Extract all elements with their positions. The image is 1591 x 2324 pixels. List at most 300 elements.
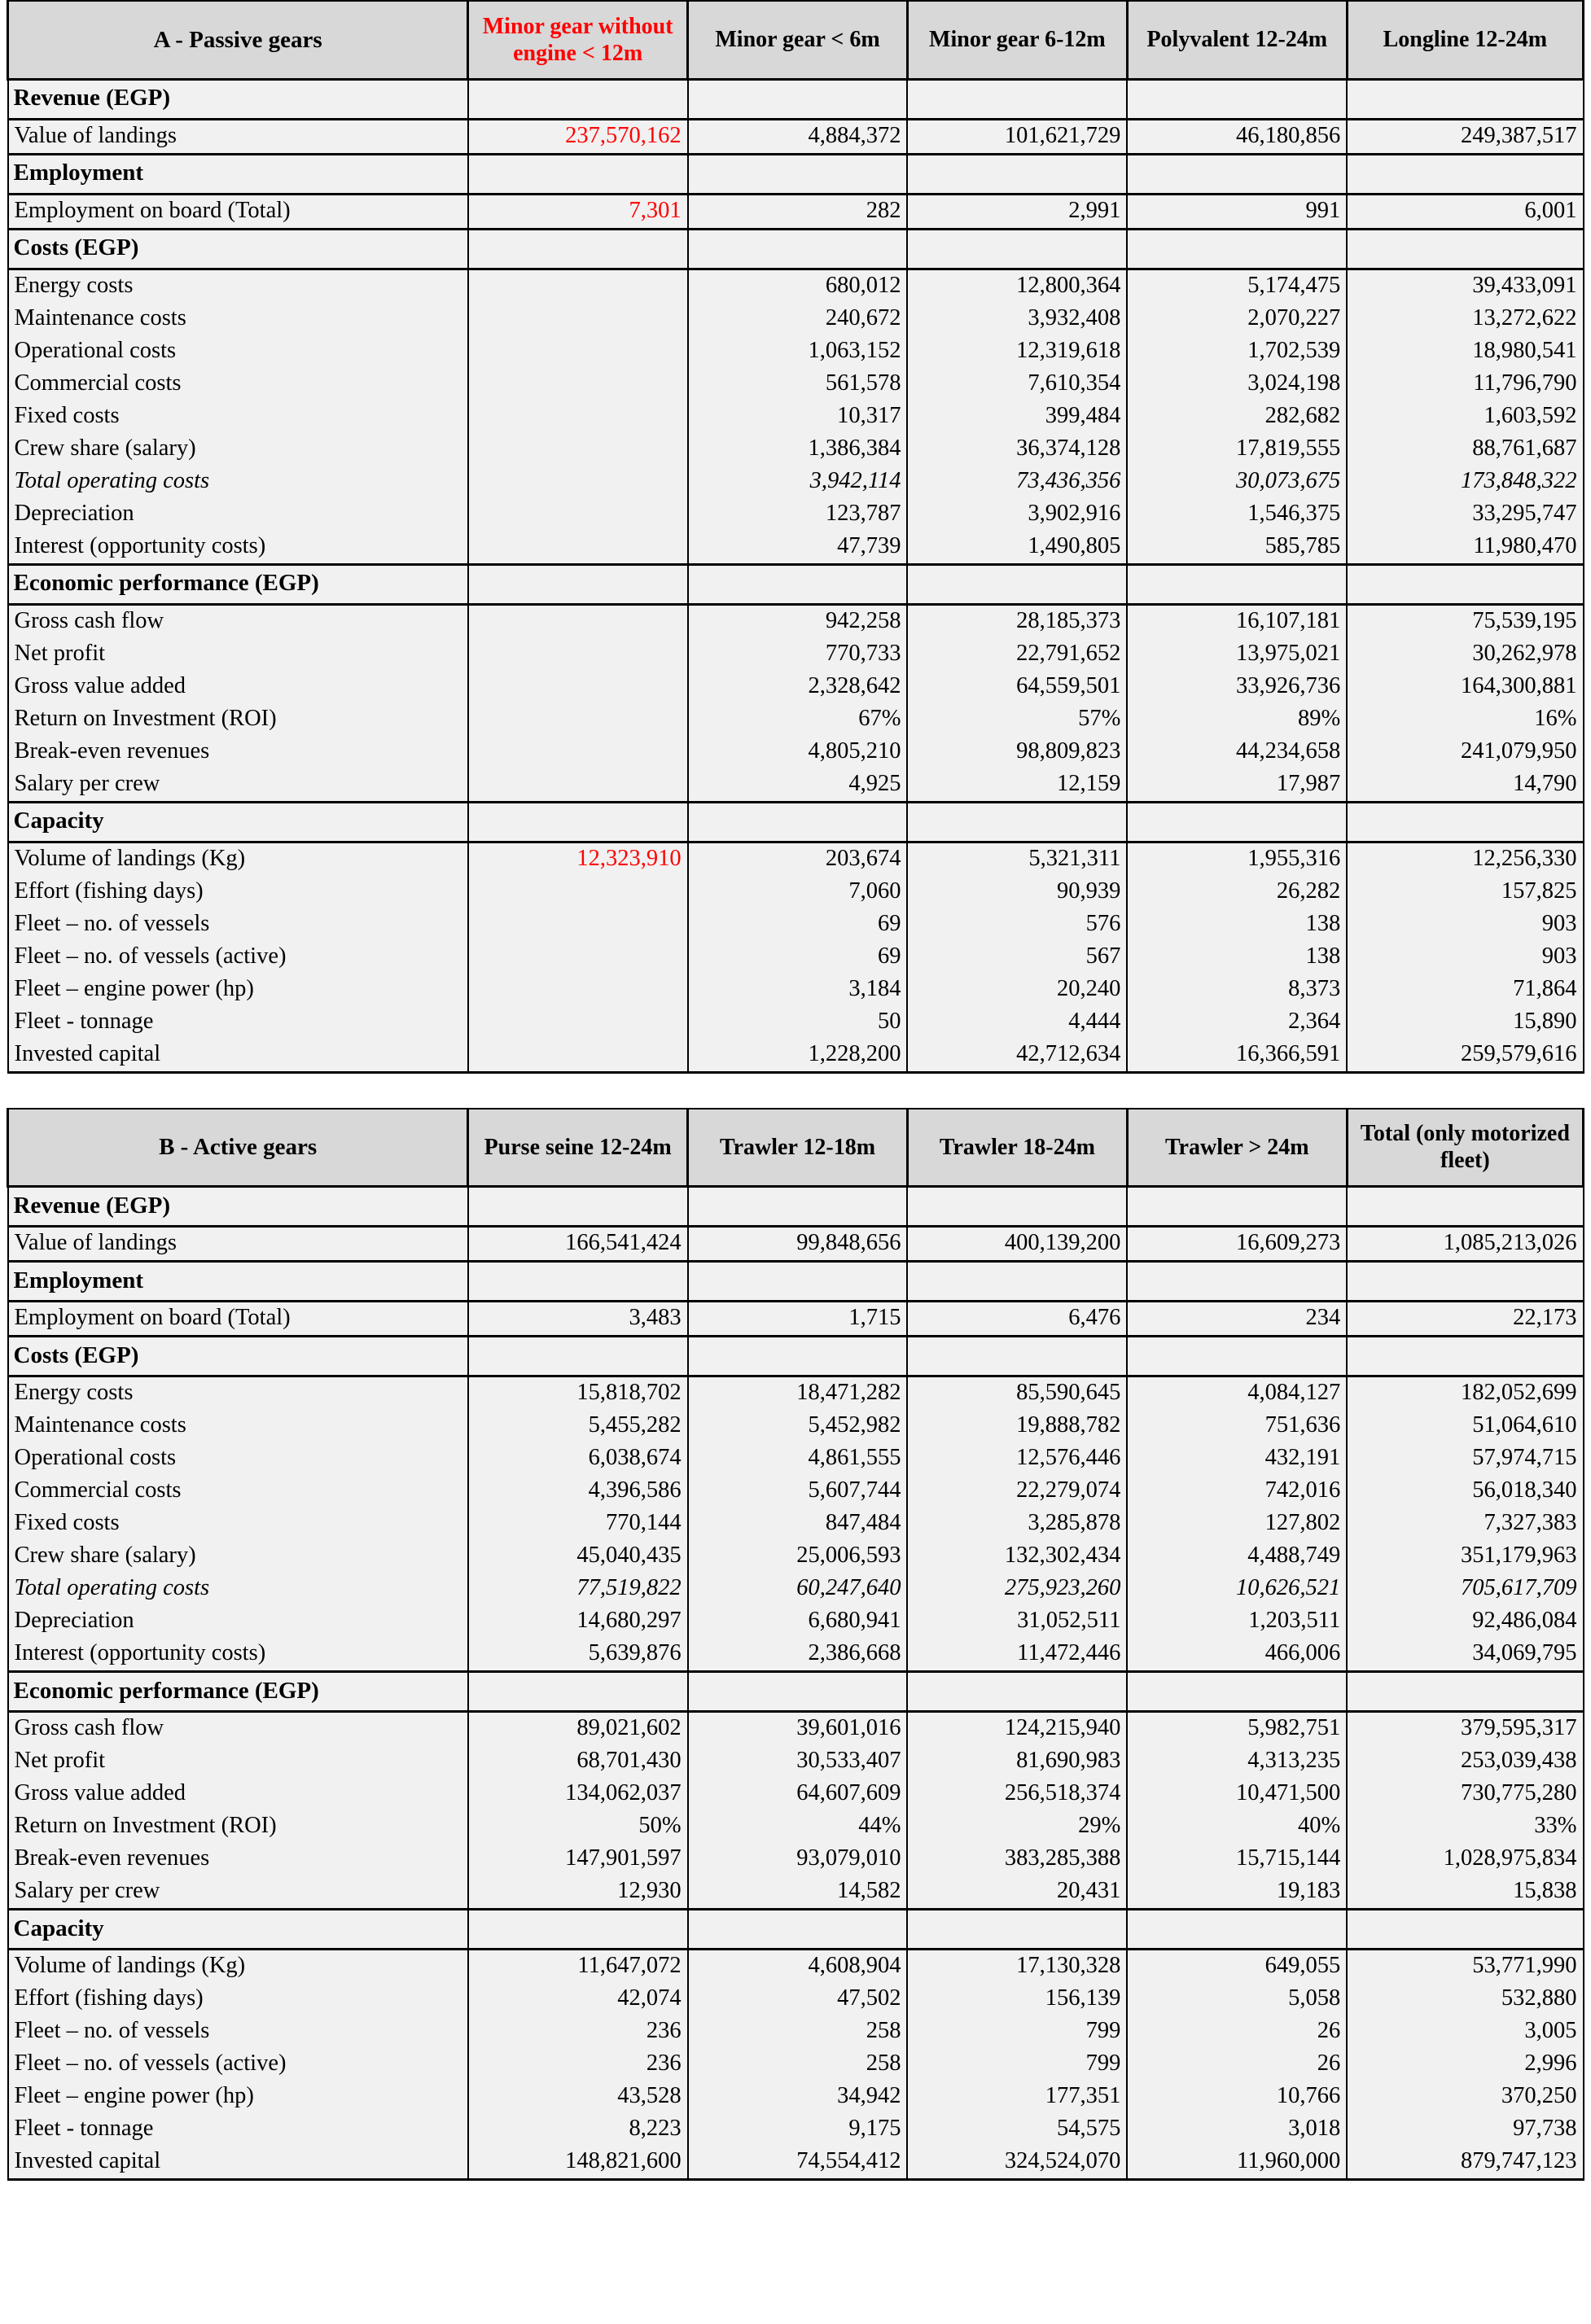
section-spacer-cell	[688, 79, 908, 119]
section-spacer-cell	[1347, 1187, 1583, 1227]
section-spacer-cell	[688, 1337, 908, 1376]
data-cell: 10,626,521	[1127, 1573, 1347, 1605]
section-spacer-cell	[1347, 1672, 1583, 1712]
section-spacer-cell	[907, 1337, 1127, 1376]
data-cell: 157,825	[1347, 876, 1583, 908]
fleet-tables-container	[7, 0, 1584, 2181]
data-cell: 26	[1127, 2015, 1347, 2048]
row-label: Fleet – no. of vessels (active)	[8, 941, 468, 974]
data-cell: 57,974,715	[1347, 1442, 1583, 1475]
data-cell: 30,073,675	[1127, 466, 1347, 498]
fleet-economics-table-b	[7, 1108, 1584, 2182]
column-header-1: Minor gear without engine < 12m	[468, 1, 688, 79]
data-cell: 400,139,200	[907, 1227, 1127, 1262]
section-spacer-cell	[1127, 229, 1347, 269]
data-cell: 237,570,162	[468, 119, 688, 154]
data-cell: 258	[688, 2015, 908, 2048]
data-cell: 236	[468, 2048, 688, 2081]
data-cell: 60,247,640	[688, 1573, 908, 1605]
data-cell: 1,603,592	[1347, 400, 1583, 433]
data-cell: 9,175	[688, 2113, 908, 2146]
data-cell: 25,006,593	[688, 1540, 908, 1573]
row-label: Fixed costs	[8, 400, 468, 433]
data-cell: 4,884,372	[688, 119, 908, 154]
section-spacer-cell	[1347, 1337, 1583, 1376]
row-label: Commercial costs	[8, 368, 468, 400]
section-spacer-cell	[688, 154, 908, 194]
data-cell: 567	[907, 941, 1127, 974]
table-row	[8, 119, 1584, 154]
data-cell: 1,085,213,026	[1347, 1227, 1583, 1262]
data-cell: 12,576,446	[907, 1442, 1127, 1475]
data-cell: 11,472,446	[907, 1638, 1127, 1672]
data-cell: 249,387,517	[1347, 119, 1583, 154]
column-header-4: Polyvalent 12-24m	[1127, 1, 1347, 79]
data-cell: 77,519,822	[468, 1573, 688, 1605]
row-label: Depreciation	[8, 498, 468, 531]
row-label: Value of landings	[8, 119, 468, 154]
row-label: Value of landings	[8, 1227, 468, 1262]
section-spacer-cell	[688, 1672, 908, 1712]
data-cell	[468, 768, 688, 803]
data-cell: 3,285,878	[907, 1508, 1127, 1540]
section-spacer-cell	[468, 1187, 688, 1227]
data-cell: 14,582	[688, 1875, 908, 1910]
row-label: Salary per crew	[8, 1875, 468, 1910]
data-cell: 6,038,674	[468, 1442, 688, 1475]
section-title: Employment	[8, 154, 468, 194]
section-spacer-cell	[1127, 154, 1347, 194]
table-row	[8, 1573, 1584, 1605]
table-row	[8, 638, 1584, 671]
data-cell: 11,980,470	[1347, 531, 1583, 565]
data-cell: 847,484	[688, 1508, 908, 1540]
row-label: Fleet – engine power (hp)	[8, 2081, 468, 2113]
data-cell: 3,932,408	[907, 303, 1127, 335]
data-cell: 99,848,656	[688, 1227, 908, 1262]
data-cell: 98,809,823	[907, 736, 1127, 768]
data-cell: 90,939	[907, 876, 1127, 908]
data-cell: 12,256,330	[1347, 842, 1583, 876]
data-cell: 203,674	[688, 842, 908, 876]
table-row	[8, 303, 1584, 335]
data-cell: 57%	[907, 703, 1127, 736]
row-label: Break-even revenues	[8, 736, 468, 768]
data-cell: 15,890	[1347, 1006, 1583, 1039]
data-cell: 68,701,430	[468, 1745, 688, 1778]
data-cell: 16%	[1347, 703, 1583, 736]
table-row	[8, 1508, 1584, 1540]
data-cell: 12,159	[907, 768, 1127, 803]
row-label: Return on Investment (ROI)	[8, 703, 468, 736]
data-cell: 11,960,000	[1127, 2146, 1347, 2180]
table-row	[8, 1745, 1584, 1778]
table-row	[8, 194, 1584, 229]
data-cell: 259,579,616	[1347, 1039, 1583, 1073]
table-row	[8, 1638, 1584, 1672]
data-cell: 39,601,016	[688, 1712, 908, 1746]
data-cell	[468, 433, 688, 466]
section-spacer-cell	[907, 229, 1127, 269]
data-cell: 33%	[1347, 1810, 1583, 1843]
table-row	[8, 335, 1584, 368]
section-spacer-cell	[468, 1672, 688, 1712]
section-title: Costs (EGP)	[8, 1337, 468, 1376]
row-label: Interest (opportunity costs)	[8, 1638, 468, 1672]
row-label: Net profit	[8, 1745, 468, 1778]
data-cell: 64,559,501	[907, 671, 1127, 703]
data-cell: 7,327,383	[1347, 1508, 1583, 1540]
data-cell: 13,975,021	[1127, 638, 1347, 671]
data-cell: 97,738	[1347, 2113, 1583, 2146]
table-row	[8, 400, 1584, 433]
section-spacer-cell	[907, 1672, 1127, 1712]
section-spacer-cell	[468, 229, 688, 269]
table-row	[8, 1227, 1584, 1262]
section-spacer-cell	[468, 154, 688, 194]
data-cell: 5,982,751	[1127, 1712, 1347, 1746]
data-cell: 2,996	[1347, 2048, 1583, 2081]
data-cell: 30,533,407	[688, 1745, 908, 1778]
data-cell: 47,502	[688, 1983, 908, 2015]
row-label: Depreciation	[8, 1605, 468, 1638]
table-row	[8, 1039, 1584, 1073]
data-cell: 799	[907, 2015, 1127, 2048]
row-label: Fixed costs	[8, 1508, 468, 1540]
row-label: Maintenance costs	[8, 303, 468, 335]
table-row	[8, 876, 1584, 908]
data-cell: 10,471,500	[1127, 1778, 1347, 1810]
data-cell	[468, 303, 688, 335]
data-cell: 22,173	[1347, 1302, 1583, 1337]
table-row	[8, 1950, 1584, 1984]
fleet-economics-table-a	[7, 0, 1584, 1074]
row-label: Net profit	[8, 638, 468, 671]
data-cell: 680,012	[688, 269, 908, 303]
section-title: Revenue (EGP)	[8, 1187, 468, 1227]
data-cell: 6,001	[1347, 194, 1583, 229]
table-row	[8, 1778, 1584, 1810]
data-cell: 3,942,114	[688, 466, 908, 498]
data-cell: 34,942	[688, 2081, 908, 2113]
data-cell: 50%	[468, 1810, 688, 1843]
data-cell: 1,702,539	[1127, 335, 1347, 368]
data-cell: 240,672	[688, 303, 908, 335]
row-label: Fleet – engine power (hp)	[8, 974, 468, 1006]
section-spacer-cell	[1127, 1337, 1347, 1376]
data-cell: 51,064,610	[1347, 1410, 1583, 1442]
section-header-row	[8, 229, 1584, 269]
section-spacer-cell	[1127, 1187, 1347, 1227]
data-cell: 466,006	[1127, 1638, 1347, 1672]
data-cell: 4,084,127	[1127, 1376, 1347, 1411]
data-cell: 532,880	[1347, 1983, 1583, 2015]
data-cell: 56,018,340	[1347, 1475, 1583, 1508]
section-title: Economic performance (EGP)	[8, 1672, 468, 1712]
data-cell: 69	[688, 908, 908, 941]
data-cell: 148,821,600	[468, 2146, 688, 2180]
data-cell: 138	[1127, 941, 1347, 974]
table-header-row	[8, 1, 1584, 79]
data-cell: 12,930	[468, 1875, 688, 1910]
data-cell: 11,647,072	[468, 1950, 688, 1984]
data-cell: 5,455,282	[468, 1410, 688, 1442]
data-cell: 6,476	[907, 1302, 1127, 1337]
data-cell	[468, 703, 688, 736]
data-cell: 5,452,982	[688, 1410, 908, 1442]
section-spacer-cell	[688, 1187, 908, 1227]
data-cell: 991	[1127, 194, 1347, 229]
section-spacer-cell	[468, 564, 688, 604]
data-cell: 33,295,747	[1347, 498, 1583, 531]
table-row	[8, 1843, 1584, 1875]
data-cell: 282,682	[1127, 400, 1347, 433]
section-spacer-cell	[1127, 1910, 1347, 1950]
section-header-row	[8, 1910, 1584, 1950]
data-cell: 71,864	[1347, 974, 1583, 1006]
row-label: Fleet – no. of vessels (active)	[8, 2048, 468, 2081]
data-cell: 18,471,282	[688, 1376, 908, 1411]
table-row	[8, 671, 1584, 703]
table-row	[8, 1475, 1584, 1508]
section-title: Employment	[8, 1262, 468, 1302]
data-cell: 241,079,950	[1347, 736, 1583, 768]
section-spacer-cell	[907, 1187, 1127, 1227]
data-cell	[468, 1006, 688, 1039]
data-cell: 3,024,198	[1127, 368, 1347, 400]
section-spacer-cell	[1127, 1672, 1347, 1712]
data-cell: 164,300,881	[1347, 671, 1583, 703]
data-cell	[468, 876, 688, 908]
column-header-3: Minor gear 6-12m	[907, 1, 1127, 79]
data-cell: 12,319,618	[907, 335, 1127, 368]
data-cell: 4,313,235	[1127, 1745, 1347, 1778]
data-cell: 561,578	[688, 368, 908, 400]
data-cell: 43,528	[468, 2081, 688, 2113]
section-spacer-cell	[468, 1337, 688, 1376]
data-cell: 5,321,311	[907, 842, 1127, 876]
data-cell: 282	[688, 194, 908, 229]
section-spacer-cell	[1127, 564, 1347, 604]
data-cell: 1,203,511	[1127, 1605, 1347, 1638]
data-cell: 47,739	[688, 531, 908, 565]
data-cell: 22,791,652	[907, 638, 1127, 671]
data-cell: 14,790	[1347, 768, 1583, 803]
data-cell: 275,923,260	[907, 1573, 1127, 1605]
table-row	[8, 703, 1584, 736]
data-cell: 85,590,645	[907, 1376, 1127, 1411]
data-cell: 22,279,074	[907, 1475, 1127, 1508]
section-header-row	[8, 1337, 1584, 1376]
section-spacer-cell	[1127, 79, 1347, 119]
table-row	[8, 498, 1584, 531]
data-cell	[468, 908, 688, 941]
data-cell: 132,302,434	[907, 1540, 1127, 1573]
row-label: Maintenance costs	[8, 1410, 468, 1442]
data-cell: 4,396,586	[468, 1475, 688, 1508]
data-cell: 138	[1127, 908, 1347, 941]
row-label: Break-even revenues	[8, 1843, 468, 1875]
data-cell: 1,228,200	[688, 1039, 908, 1073]
data-cell: 576	[907, 908, 1127, 941]
data-cell: 770,733	[688, 638, 908, 671]
data-cell: 40%	[1127, 1810, 1347, 1843]
table-row	[8, 368, 1584, 400]
section-spacer-cell	[1347, 1262, 1583, 1302]
data-cell: 127,802	[1127, 1508, 1347, 1540]
row-label: Energy costs	[8, 1376, 468, 1411]
data-cell: 324,524,070	[907, 2146, 1127, 2180]
data-cell: 751,636	[1127, 1410, 1347, 1442]
table-row	[8, 974, 1584, 1006]
section-spacer-cell	[468, 1262, 688, 1302]
section-header-row	[8, 79, 1584, 119]
data-cell: 89%	[1127, 703, 1347, 736]
data-cell: 42,074	[468, 1983, 688, 2015]
table-row	[8, 1540, 1584, 1573]
section-header-row	[8, 1672, 1584, 1712]
data-cell: 173,848,322	[1347, 466, 1583, 498]
data-cell: 2,328,642	[688, 671, 908, 703]
section-title: Economic performance (EGP)	[8, 564, 468, 604]
row-label: Total operating costs	[8, 466, 468, 498]
row-label: Operational costs	[8, 335, 468, 368]
section-spacer-cell	[907, 79, 1127, 119]
row-label: Commercial costs	[8, 1475, 468, 1508]
data-cell: 1,490,805	[907, 531, 1127, 565]
row-label: Crew share (salary)	[8, 1540, 468, 1573]
section-spacer-cell	[1347, 1910, 1583, 1950]
data-cell: 236	[468, 2015, 688, 2048]
table-row	[8, 466, 1584, 498]
section-spacer-cell	[688, 802, 908, 842]
data-cell	[468, 466, 688, 498]
data-cell	[468, 604, 688, 638]
data-cell: 5,174,475	[1127, 269, 1347, 303]
data-cell: 379,595,317	[1347, 1712, 1583, 1746]
data-cell: 234	[1127, 1302, 1347, 1337]
data-cell: 16,366,591	[1127, 1039, 1347, 1073]
data-cell: 73,436,356	[907, 466, 1127, 498]
table-row	[8, 2081, 1584, 2113]
table-corner-title: B - Active gears	[8, 1109, 468, 1187]
section-spacer-cell	[907, 802, 1127, 842]
row-label: Return on Investment (ROI)	[8, 1810, 468, 1843]
section-title: Capacity	[8, 1910, 468, 1950]
data-cell: 4,444	[907, 1006, 1127, 1039]
section-spacer-cell	[1127, 1262, 1347, 1302]
data-cell: 3,184	[688, 974, 908, 1006]
section-spacer-cell	[1347, 802, 1583, 842]
row-label: Crew share (salary)	[8, 433, 468, 466]
column-header-2: Trawler 12-18m	[688, 1109, 908, 1187]
table-row	[8, 2048, 1584, 2081]
data-cell: 4,925	[688, 768, 908, 803]
table-row	[8, 842, 1584, 876]
row-label: Employment on board (Total)	[8, 1302, 468, 1337]
data-cell: 39,433,091	[1347, 269, 1583, 303]
data-cell: 134,062,037	[468, 1778, 688, 1810]
data-cell: 11,796,790	[1347, 368, 1583, 400]
data-cell: 383,285,388	[907, 1843, 1127, 1875]
row-label: Salary per crew	[8, 768, 468, 803]
section-title: Revenue (EGP)	[8, 79, 468, 119]
table-row	[8, 433, 1584, 466]
data-cell: 7,060	[688, 876, 908, 908]
row-label: Fleet – no. of vessels	[8, 2015, 468, 2048]
table-row	[8, 269, 1584, 303]
data-cell: 26,282	[1127, 876, 1347, 908]
data-cell: 166,541,424	[468, 1227, 688, 1262]
data-cell: 75,539,195	[1347, 604, 1583, 638]
data-cell: 770,144	[468, 1508, 688, 1540]
data-cell	[468, 498, 688, 531]
column-header-5: Total (only motorized fleet)	[1347, 1109, 1583, 1187]
section-spacer-cell	[907, 1910, 1127, 1950]
data-cell: 20,431	[907, 1875, 1127, 1910]
data-cell: 17,130,328	[907, 1950, 1127, 1984]
data-cell	[468, 400, 688, 433]
table-row	[8, 1712, 1584, 1746]
section-spacer-cell	[688, 564, 908, 604]
data-cell: 351,179,963	[1347, 1540, 1583, 1573]
data-cell	[468, 368, 688, 400]
data-cell: 54,575	[907, 2113, 1127, 2146]
data-cell	[468, 941, 688, 974]
table-row	[8, 604, 1584, 638]
row-label: Energy costs	[8, 269, 468, 303]
table-row	[8, 1302, 1584, 1337]
data-cell: 19,183	[1127, 1875, 1347, 1910]
section-title: Costs (EGP)	[8, 229, 468, 269]
row-label: Volume of landings (Kg)	[8, 842, 468, 876]
data-cell: 705,617,709	[1347, 1573, 1583, 1605]
data-cell: 81,690,983	[907, 1745, 1127, 1778]
section-spacer-cell	[1347, 564, 1583, 604]
data-cell: 88,761,687	[1347, 433, 1583, 466]
row-label: Effort (fishing days)	[8, 1983, 468, 2015]
data-cell: 17,819,555	[1127, 433, 1347, 466]
data-cell: 69	[688, 941, 908, 974]
section-spacer-cell	[468, 1910, 688, 1950]
data-cell: 12,800,364	[907, 269, 1127, 303]
data-cell: 879,747,123	[1347, 2146, 1583, 2180]
data-cell: 124,215,940	[907, 1712, 1127, 1746]
column-header-1: Purse seine 12-24m	[468, 1109, 688, 1187]
row-label: Gross value added	[8, 671, 468, 703]
table-row	[8, 1983, 1584, 2015]
data-cell: 13,272,622	[1347, 303, 1583, 335]
data-cell: 2,386,668	[688, 1638, 908, 1672]
row-label: Operational costs	[8, 1442, 468, 1475]
row-label: Gross cash flow	[8, 1712, 468, 1746]
row-label: Effort (fishing days)	[8, 876, 468, 908]
data-cell: 19,888,782	[907, 1410, 1127, 1442]
row-label: Gross cash flow	[8, 604, 468, 638]
data-cell: 903	[1347, 941, 1583, 974]
data-cell	[468, 736, 688, 768]
data-cell: 182,052,699	[1347, 1376, 1583, 1411]
section-title: Capacity	[8, 802, 468, 842]
data-cell: 7,301	[468, 194, 688, 229]
data-cell: 742,016	[1127, 1475, 1347, 1508]
section-spacer-cell	[907, 1262, 1127, 1302]
data-cell: 8,223	[468, 2113, 688, 2146]
data-cell: 44%	[688, 1810, 908, 1843]
data-cell: 8,373	[1127, 974, 1347, 1006]
data-cell	[468, 335, 688, 368]
data-cell: 4,861,555	[688, 1442, 908, 1475]
